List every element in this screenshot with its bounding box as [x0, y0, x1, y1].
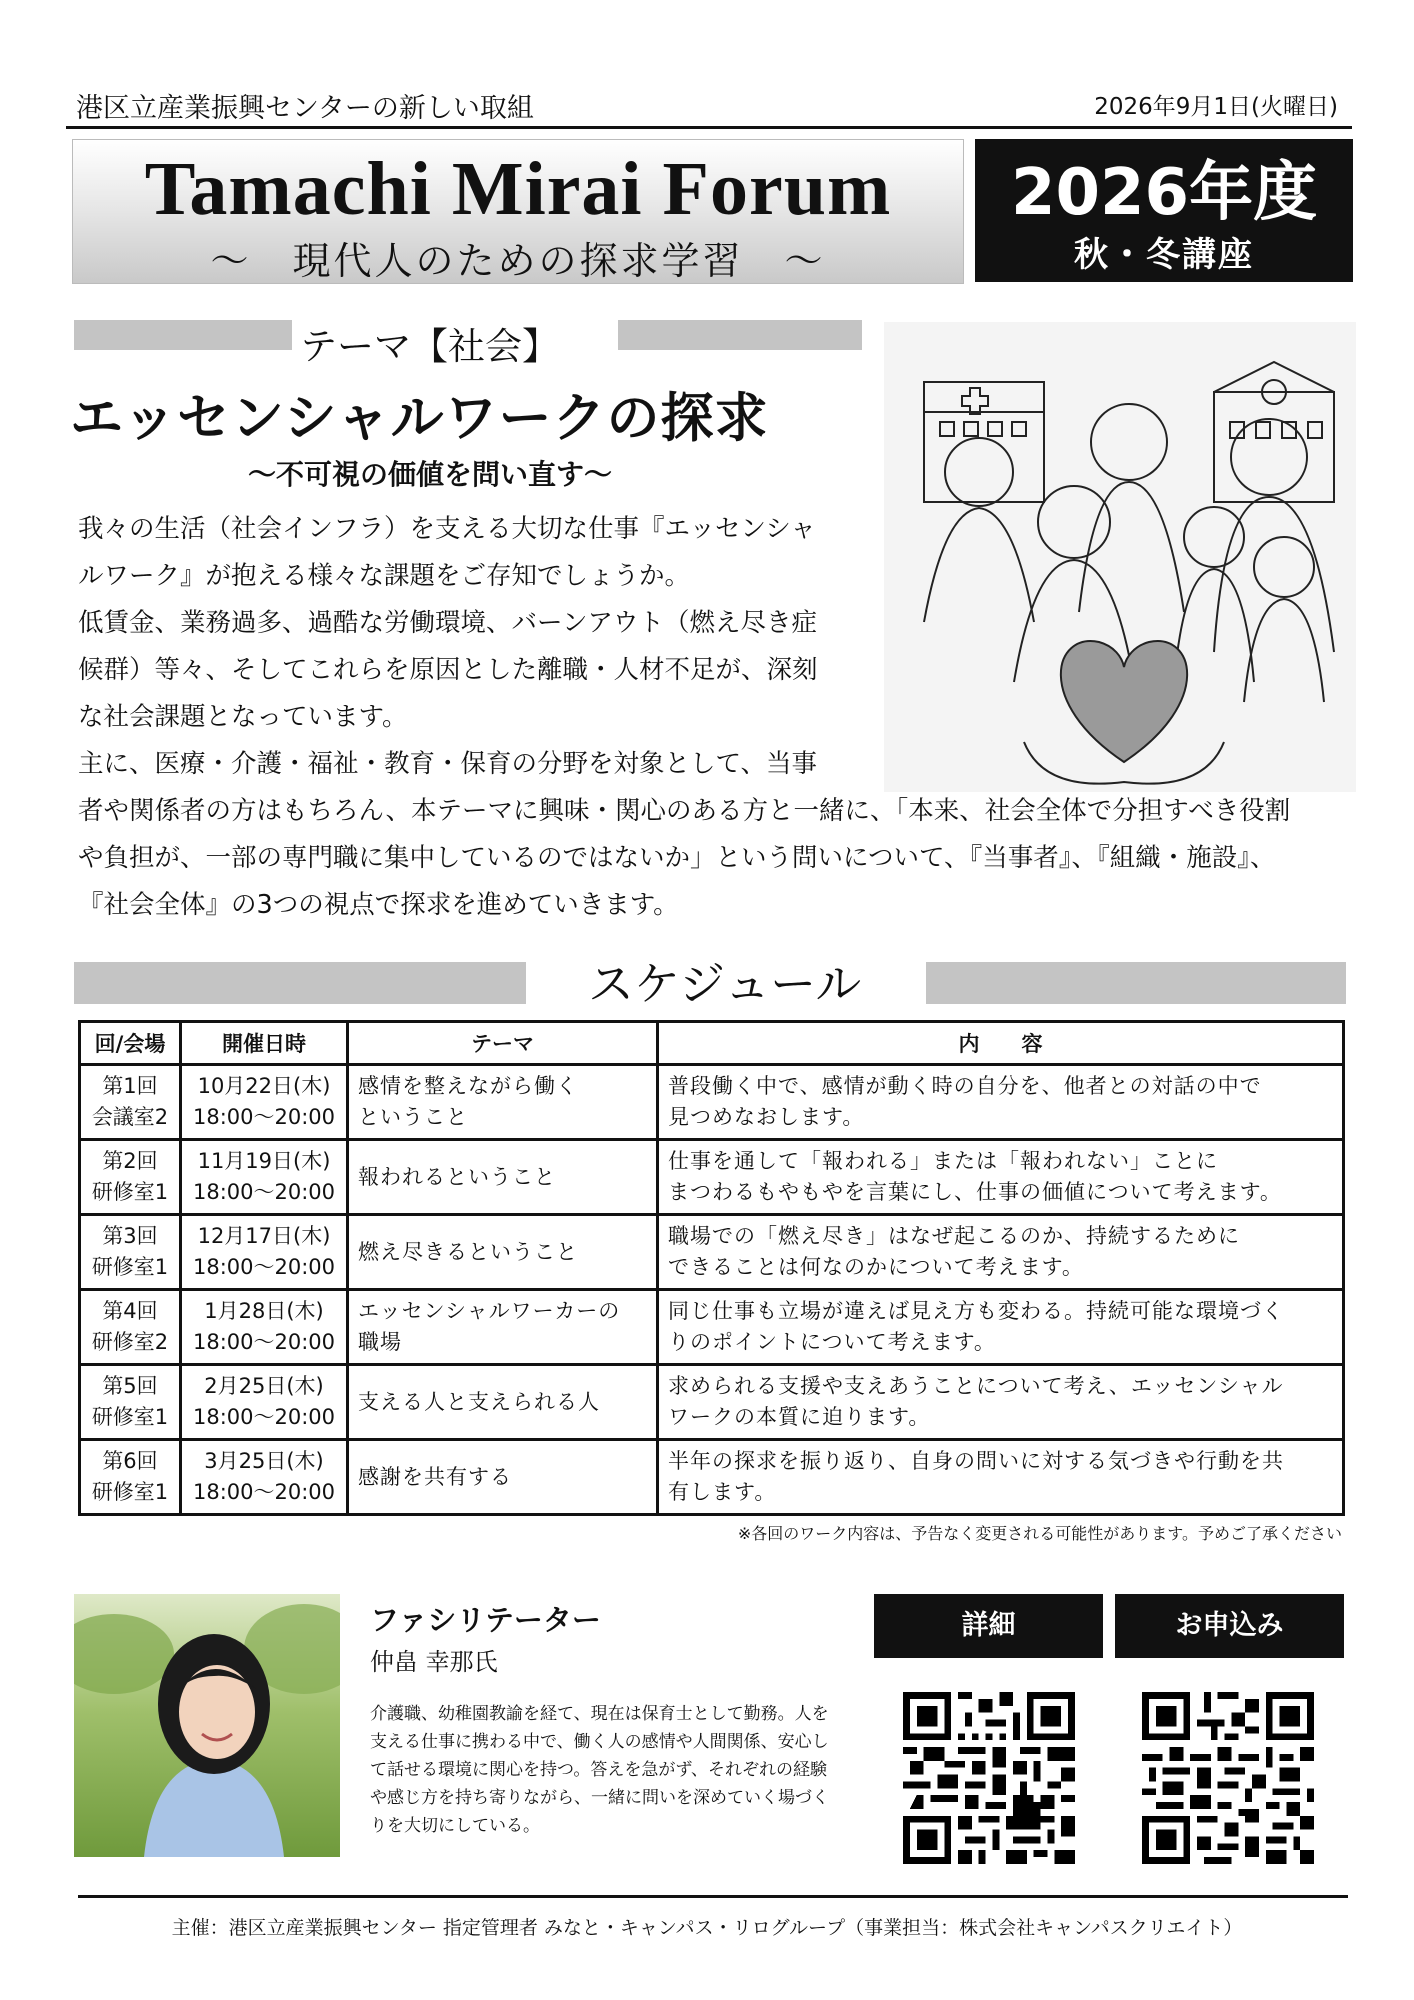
- session-time: 18:00～20:00: [192, 1255, 336, 1279]
- theme-bar-left: [74, 320, 292, 350]
- text-line: や負担が、一部の専門職に集中しているのではないか」という問いについて、『当事者』、『組織・施設』、: [78, 843, 1276, 873]
- content-cell: [658, 1440, 1344, 1515]
- table-header-row: [80, 1022, 1344, 1065]
- session-cell: [80, 1140, 181, 1215]
- column-header: 開催日時: [181, 1022, 348, 1065]
- session-content: 同じ仕事も立場が違えば見え方も変わる。持続可能な環境づく: [668, 1299, 1284, 1323]
- session-time: 18:00～20:00: [192, 1405, 336, 1429]
- session-room: 研修室1: [91, 1255, 169, 1279]
- session-room: 会議室2: [91, 1105, 169, 1129]
- organizer-footer: 主催：港区立産業振興センター 指定管理者 みなと・キャンパス・リログループ（事業担当：株式会社キャンパスクリエイト）: [171, 1917, 1243, 1939]
- facilitator-bio: 介護職、幼稚園教諭を経て、現在は保育士として勤務。人を支える仕事に携わる中で、働く人の感情や人間関係、安心して話せる環境に関心を持つ。答えを急がず、それぞれの経験や感じ方を持ち寄りながら、一緒に問いを深めていく場づくりを大切にしている。: [370, 1704, 829, 1836]
- session-content: まつわるもやもやを言葉にし、仕事の価値について考えます。: [668, 1180, 1282, 1204]
- apply-button[interactable]: お申込み: [1115, 1594, 1344, 1658]
- session-cell: [80, 1440, 181, 1515]
- session-content: ワークの本質に迫ります。: [668, 1405, 931, 1429]
- title-banner: [72, 139, 964, 284]
- session-theme: ということ: [358, 1105, 468, 1129]
- session-content: 有します。: [668, 1480, 777, 1504]
- session-theme: 報われるということ: [358, 1164, 556, 1189]
- theme-cell: [348, 1290, 658, 1365]
- session-number: 第1回: [102, 1074, 158, 1098]
- session-content: 仕事を通して「報われる」または「報われない」ことに: [668, 1149, 1218, 1173]
- session-cell: [80, 1365, 181, 1440]
- session-content: できることは何なのかについて考えます。: [668, 1255, 1084, 1279]
- text-line: 者や関係者の方はもちろん、本テーマに興味・関心のある方と一緒に、「本来、社会全体で分担すべき役割: [78, 796, 1291, 826]
- session-room: 研修室1: [91, 1405, 169, 1429]
- session-theme: エッセンシャルワーカーの: [358, 1299, 621, 1323]
- table-row: [80, 1215, 1344, 1290]
- theme-cell: [348, 1365, 658, 1440]
- apply-qr-code[interactable]: [1142, 1692, 1314, 1864]
- content-cell: [658, 1065, 1344, 1140]
- theme-cell: [348, 1215, 658, 1290]
- session-time: 18:00～20:00: [192, 1480, 336, 1504]
- forum-title: Tamachi Mirai Forum: [144, 147, 892, 231]
- session-theme: 感謝を共有する: [358, 1464, 512, 1489]
- session-number: 第3回: [102, 1224, 158, 1248]
- session-content: 見つめなおします。: [668, 1105, 865, 1129]
- text-line: 候群）等々、そしてこれらを原因とした離職・人材不足が、深刻: [78, 655, 818, 685]
- year-label: 2026年度: [1010, 156, 1318, 230]
- datetime-cell: [181, 1290, 348, 1365]
- session-content: 普段働く中で、感情が動く時の自分を、他者との対話の中で: [668, 1074, 1262, 1098]
- headline: エッセンシャルワークの探求: [70, 388, 769, 449]
- session-room: 研修室2: [91, 1330, 169, 1354]
- table-row: [80, 1440, 1344, 1515]
- table-row: [80, 1140, 1344, 1215]
- forum-subtitle: ～ 現代人のための探求学習 ～: [210, 239, 826, 283]
- organization-label: 港区立産業振興センターの新しい取組: [76, 93, 534, 124]
- session-date: 1月28日(木): [204, 1299, 324, 1323]
- year-badge: [975, 139, 1353, 282]
- datetime-cell: [181, 1440, 348, 1515]
- session-theme: 支える人と支えられる人: [358, 1389, 600, 1414]
- text-line: ルワーク』が抱える様々な課題をご存知でしょうか。: [78, 561, 691, 591]
- session-date: 3月25日(木): [204, 1449, 324, 1473]
- datetime-cell: [181, 1140, 348, 1215]
- session-room: 研修室1: [91, 1180, 169, 1204]
- session-date: 10月22日(木): [197, 1074, 331, 1098]
- table-row: [80, 1365, 1344, 1440]
- datetime-cell: [181, 1365, 348, 1440]
- session-time: 18:00～20:00: [192, 1105, 336, 1129]
- datetime-cell: [181, 1215, 348, 1290]
- theme-cell: [348, 1065, 658, 1140]
- theme-label: テーマ【社会】: [300, 325, 559, 368]
- session-content: りのポイントについて考えます。: [668, 1330, 996, 1354]
- session-content: 半年の探求を振り返り、自身の問いに対する気づきや行動を共: [668, 1449, 1284, 1473]
- table-row: [80, 1065, 1344, 1140]
- text-line: な社会課題となっています。: [78, 702, 408, 732]
- schedule-note: ※各回のワーク内容は、予告なく変更される可能性があります。予めご了承ください: [737, 1524, 1342, 1543]
- column-header: 内 容: [658, 1022, 1344, 1065]
- session-cell: [80, 1065, 181, 1140]
- session-theme: 感情を整えながら働く: [358, 1074, 578, 1098]
- datetime-cell: [181, 1065, 348, 1140]
- session-theme: 燃え尽きるということ: [358, 1239, 578, 1264]
- text-line: 主に、医療・介護・福祉・教育・保育の分野を対象として、当事: [78, 749, 817, 779]
- column-header: 回/会場: [80, 1022, 181, 1065]
- content-cell: [658, 1290, 1344, 1365]
- subheadline: ～不可視の価値を問い直す～: [248, 458, 613, 491]
- facilitator-title: ファシリテーター: [370, 1603, 601, 1637]
- session-cell: [80, 1215, 181, 1290]
- session-number: 第5回: [102, 1374, 158, 1398]
- season-label: 秋・冬講座: [1074, 235, 1254, 275]
- facilitator-name: 仲畠 幸那氏: [370, 1648, 498, 1676]
- session-content: 職場での「燃え尽き」はなぜ起こるのか、持続するために: [668, 1224, 1240, 1248]
- text-line: 我々の生活（社会インフラ）を支える大切な仕事『エッセンシャ: [78, 514, 816, 544]
- schedule-title: スケジュール: [588, 957, 862, 1011]
- session-date: 2月25日(木): [204, 1374, 324, 1398]
- top-divider: [66, 126, 1352, 129]
- column-header: テーマ: [348, 1022, 658, 1065]
- session-date: 12月17日(木): [197, 1224, 331, 1248]
- content-cell: [658, 1215, 1344, 1290]
- table-row: [80, 1290, 1344, 1365]
- session-content: 求められる支援や支えあうことについて考え、エッセンシャル: [668, 1374, 1284, 1398]
- details-button[interactable]: 詳細: [874, 1594, 1103, 1658]
- schedule-table: [78, 1020, 1345, 1516]
- session-number: 第6回: [102, 1449, 158, 1473]
- facilitator-photo: [74, 1594, 340, 1857]
- session-cell: [80, 1290, 181, 1365]
- session-theme: 職場: [358, 1330, 402, 1354]
- content-cell: [658, 1365, 1344, 1440]
- essential-workers-illustration: [884, 322, 1356, 792]
- details-qr-code[interactable]: [903, 1692, 1075, 1864]
- text-line: 『社会全体』の3つの視点で探求を進めていきます。: [78, 890, 679, 920]
- content-cell: [658, 1140, 1344, 1215]
- bottom-divider: [78, 1895, 1348, 1898]
- schedule-bar-left: [74, 962, 526, 1004]
- session-number: 第2回: [102, 1149, 158, 1173]
- session-date: 11月19日(木): [197, 1149, 331, 1173]
- session-number: 第4回: [102, 1299, 158, 1323]
- session-time: 18:00～20:00: [192, 1330, 336, 1354]
- schedule-bar-right: [926, 962, 1346, 1004]
- session-time: 18:00～20:00: [192, 1180, 336, 1204]
- theme-cell: [348, 1140, 658, 1215]
- session-room: 研修室1: [91, 1480, 169, 1504]
- issue-date: 2026年9月1日(火曜日): [1094, 94, 1338, 120]
- theme-cell: [348, 1440, 658, 1515]
- text-line: 低賃金、業務過多、過酷な労働環境、バーンアウト（燃え尽き症: [78, 608, 817, 638]
- theme-bar-right: [618, 320, 862, 350]
